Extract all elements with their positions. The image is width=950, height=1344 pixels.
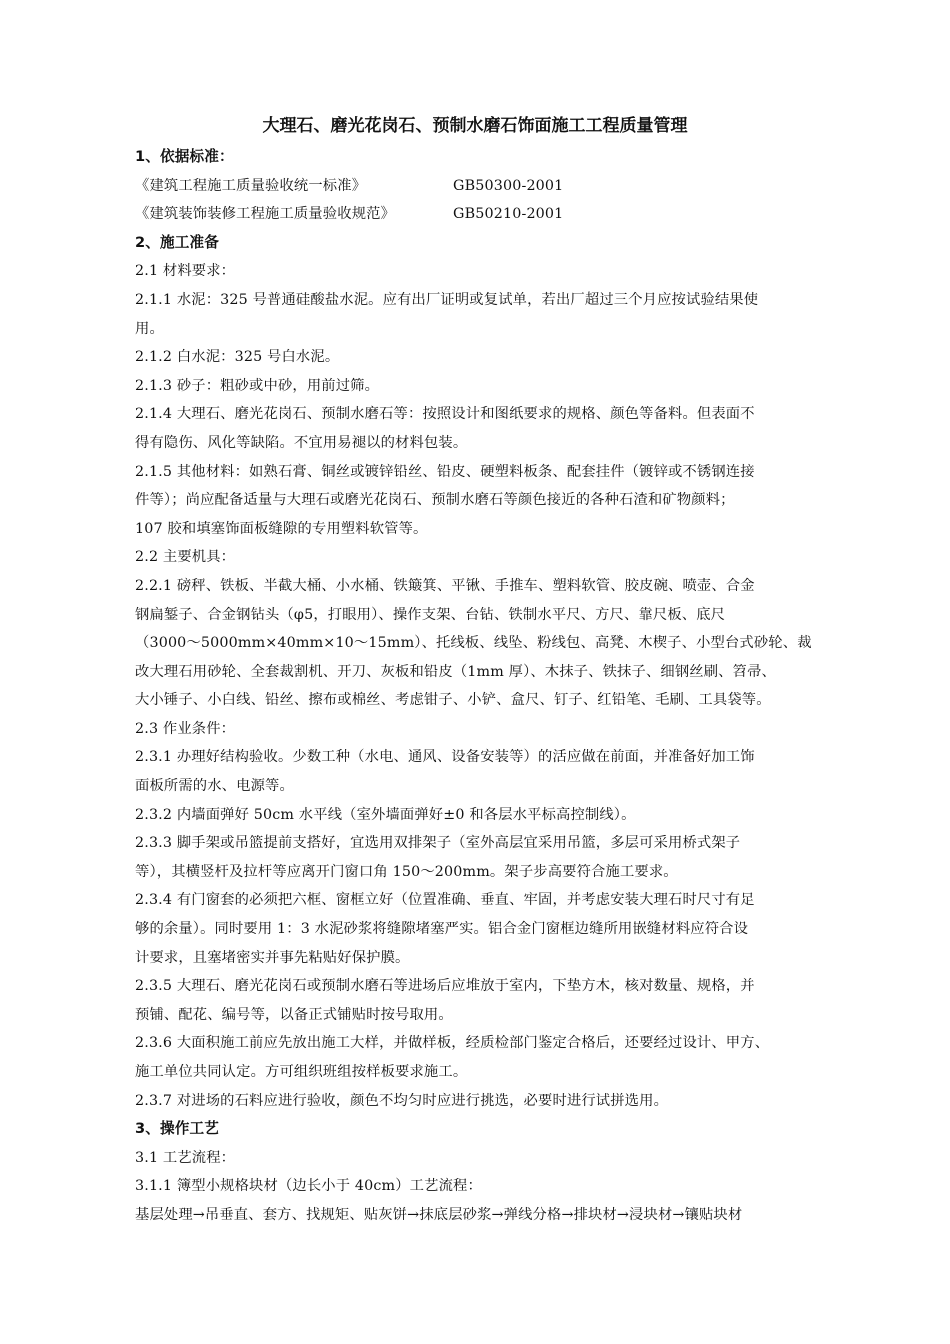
text-line: 2.3.6 大面积施工前应先放出施工大样，并做样板，经质检部门鉴定合格后，还要经过设计、甲方、 (135, 1035, 770, 1052)
text-line: 2.3.2 内墙面弹好 50cm 水平线（室外墙面弹好±0 和各层水平标高控制线）。 (135, 806, 636, 823)
text-line: 2.3.5 大理石、磨光花岗石或预制水磨石等进场后应堆放于室内，下垫方木，核对数量、规格，并 (135, 978, 755, 995)
text-line: 2.2 主要机具： (135, 549, 236, 566)
text-line: 2.1.5 其他材料：如熟石膏、铜丝或镀锌铅丝、铅皮、硬塑料板条、配套挂件（镀锌或不锈钢连接 (135, 463, 755, 480)
text-line: 2.3.3 脚手架或吊篮提前支搭好，宜选用双排架子（室外高层宜采用吊篮，多层可采用桥式架子 (135, 835, 741, 852)
text-line: 件等）；尚应配备适量与大理石或磨光花岗石、预制水磨石等颜色接近的各种石渣和矿物颜料； (135, 492, 735, 509)
text-line: （3000～5000mm×40mm×10～15mm）、托线板、线坠、粉线包、高凳、木楔子、小型台式砂轮、裁 (135, 635, 812, 652)
text-line: 够的余量）。同时要用 1：3 水泥砂浆将缝隙堵塞严实。铝合金门窗框边缝所用嵌缝材料应符合设 (135, 921, 749, 938)
text-line: 施工单位共同认定。方可组织班组按样板要求施工。 (135, 1064, 468, 1080)
text-line: 2.1.2 白水泥：325 号白水泥。 (135, 349, 340, 366)
standard-name: 《建筑装饰装修工程施工质量验收规范》 (135, 206, 396, 223)
text-line: 预铺、配花、编号等，以备正式铺贴时按号取用。 (135, 1006, 453, 1023)
document-title: 大理石、磨光花岗石、预制水磨石饰面施工工程质量管理 (262, 116, 688, 136)
text-line: 等），其横竖杆及拉杆等应离开门窗口角 150～200mm。架子步高要符合施工要求。 (135, 863, 678, 880)
standard-code: GB50300-2001 (453, 177, 564, 194)
text-line: 2.2.1 磅秤、铁板、半截大桶、小水桶、铁簸箕、平锹、手推车、塑料软管、胶皮碗、喷壶、合金 (135, 577, 755, 594)
standard-name: 《建筑工程施工质量验收统一标准》 (135, 177, 367, 194)
text-line: 3.1.1 簿型小规格块材（边长小于 40cm）工艺流程： (135, 1178, 482, 1195)
section-heading: 3、操作工艺 (135, 1120, 220, 1138)
section-body (135, 1144, 870, 1230)
standard-reference (135, 172, 870, 201)
text-line: 得有隐伤、风化等缺陷。不宜用易褪以的材料包装。 (135, 434, 468, 451)
text-line: 2.3.7 对进场的石料应进行验收，颜色不均匀时应进行挑选，必要时进行试拼选用。 (135, 1092, 669, 1109)
text-line: 计要求，且塞堵密实并事先粘贴好保护膜。 (135, 949, 410, 966)
text-line: 用。 (135, 320, 164, 337)
text-line: 2.1.3 砂子：粗砂或中砂，用前过筛。 (135, 377, 380, 394)
text-line: 大小锤子、小白线、铅丝、擦布或棉丝、考虑钳子、小铲、盒尺、钉子、红铅笔、毛刷、工具袋等。 (135, 692, 771, 709)
standard-code: GB50210-2001 (453, 206, 564, 223)
section-heading: 1、依据标准： (135, 148, 234, 165)
text-line: 3.1 工艺流程： (135, 1149, 236, 1166)
text-line: 2.1 材料要求： (135, 263, 236, 280)
text-line: 钢扁錾子、合金钢钻头（φ5，打眼用）、操作支架、台钻、铁制水平尺、方尺、靠尺板、底尺 (135, 606, 726, 623)
text-line: 改大理石用砂轮、全套裁割机、开刀、灰板和铅皮（1mm 厚）、木抹子、铁抹子、细钢丝刷、笤帚、 (135, 663, 776, 680)
text-line: 2.3 作业条件： (135, 720, 236, 737)
section-heading: 2、施工准备 (135, 233, 220, 251)
text-line: 2.1.4 大理石、磨光花岗石、预制水磨石等：按照设计和图纸要求的规格、颜色等备料。但表面不 (135, 406, 755, 423)
text-line: 2.3.4 有门窗套的必须把六框、窗框立好（位置准确、垂直、牢固，并考虑安装大理石时尺寸有足 (135, 892, 755, 909)
standard-reference (135, 200, 870, 229)
document-body (135, 143, 870, 1230)
text-line: 2.1.1 水泥：325 号普通硅酸盐水泥。应有出厂证明或复试单，若出厂超过三个月应按试验结果使 (135, 291, 759, 308)
text-line: 基层处理→吊垂直、套方、找规矩、贴灰饼→抹底层砂浆→弹线分格→排块材→浸块材→镶贴块材 (135, 1206, 743, 1223)
text-line: 面板所需的水、电源等。 (135, 778, 294, 795)
text-line: 2.3.1 办理好结构验收。少数工种（水电、通风、设备安装等）的活应做在前面，并准备好加工饰 (135, 749, 755, 766)
text-line: 107 胶和填塞饰面板缝隙的专用塑料软管等。 (135, 520, 428, 537)
section-body (135, 257, 870, 1115)
